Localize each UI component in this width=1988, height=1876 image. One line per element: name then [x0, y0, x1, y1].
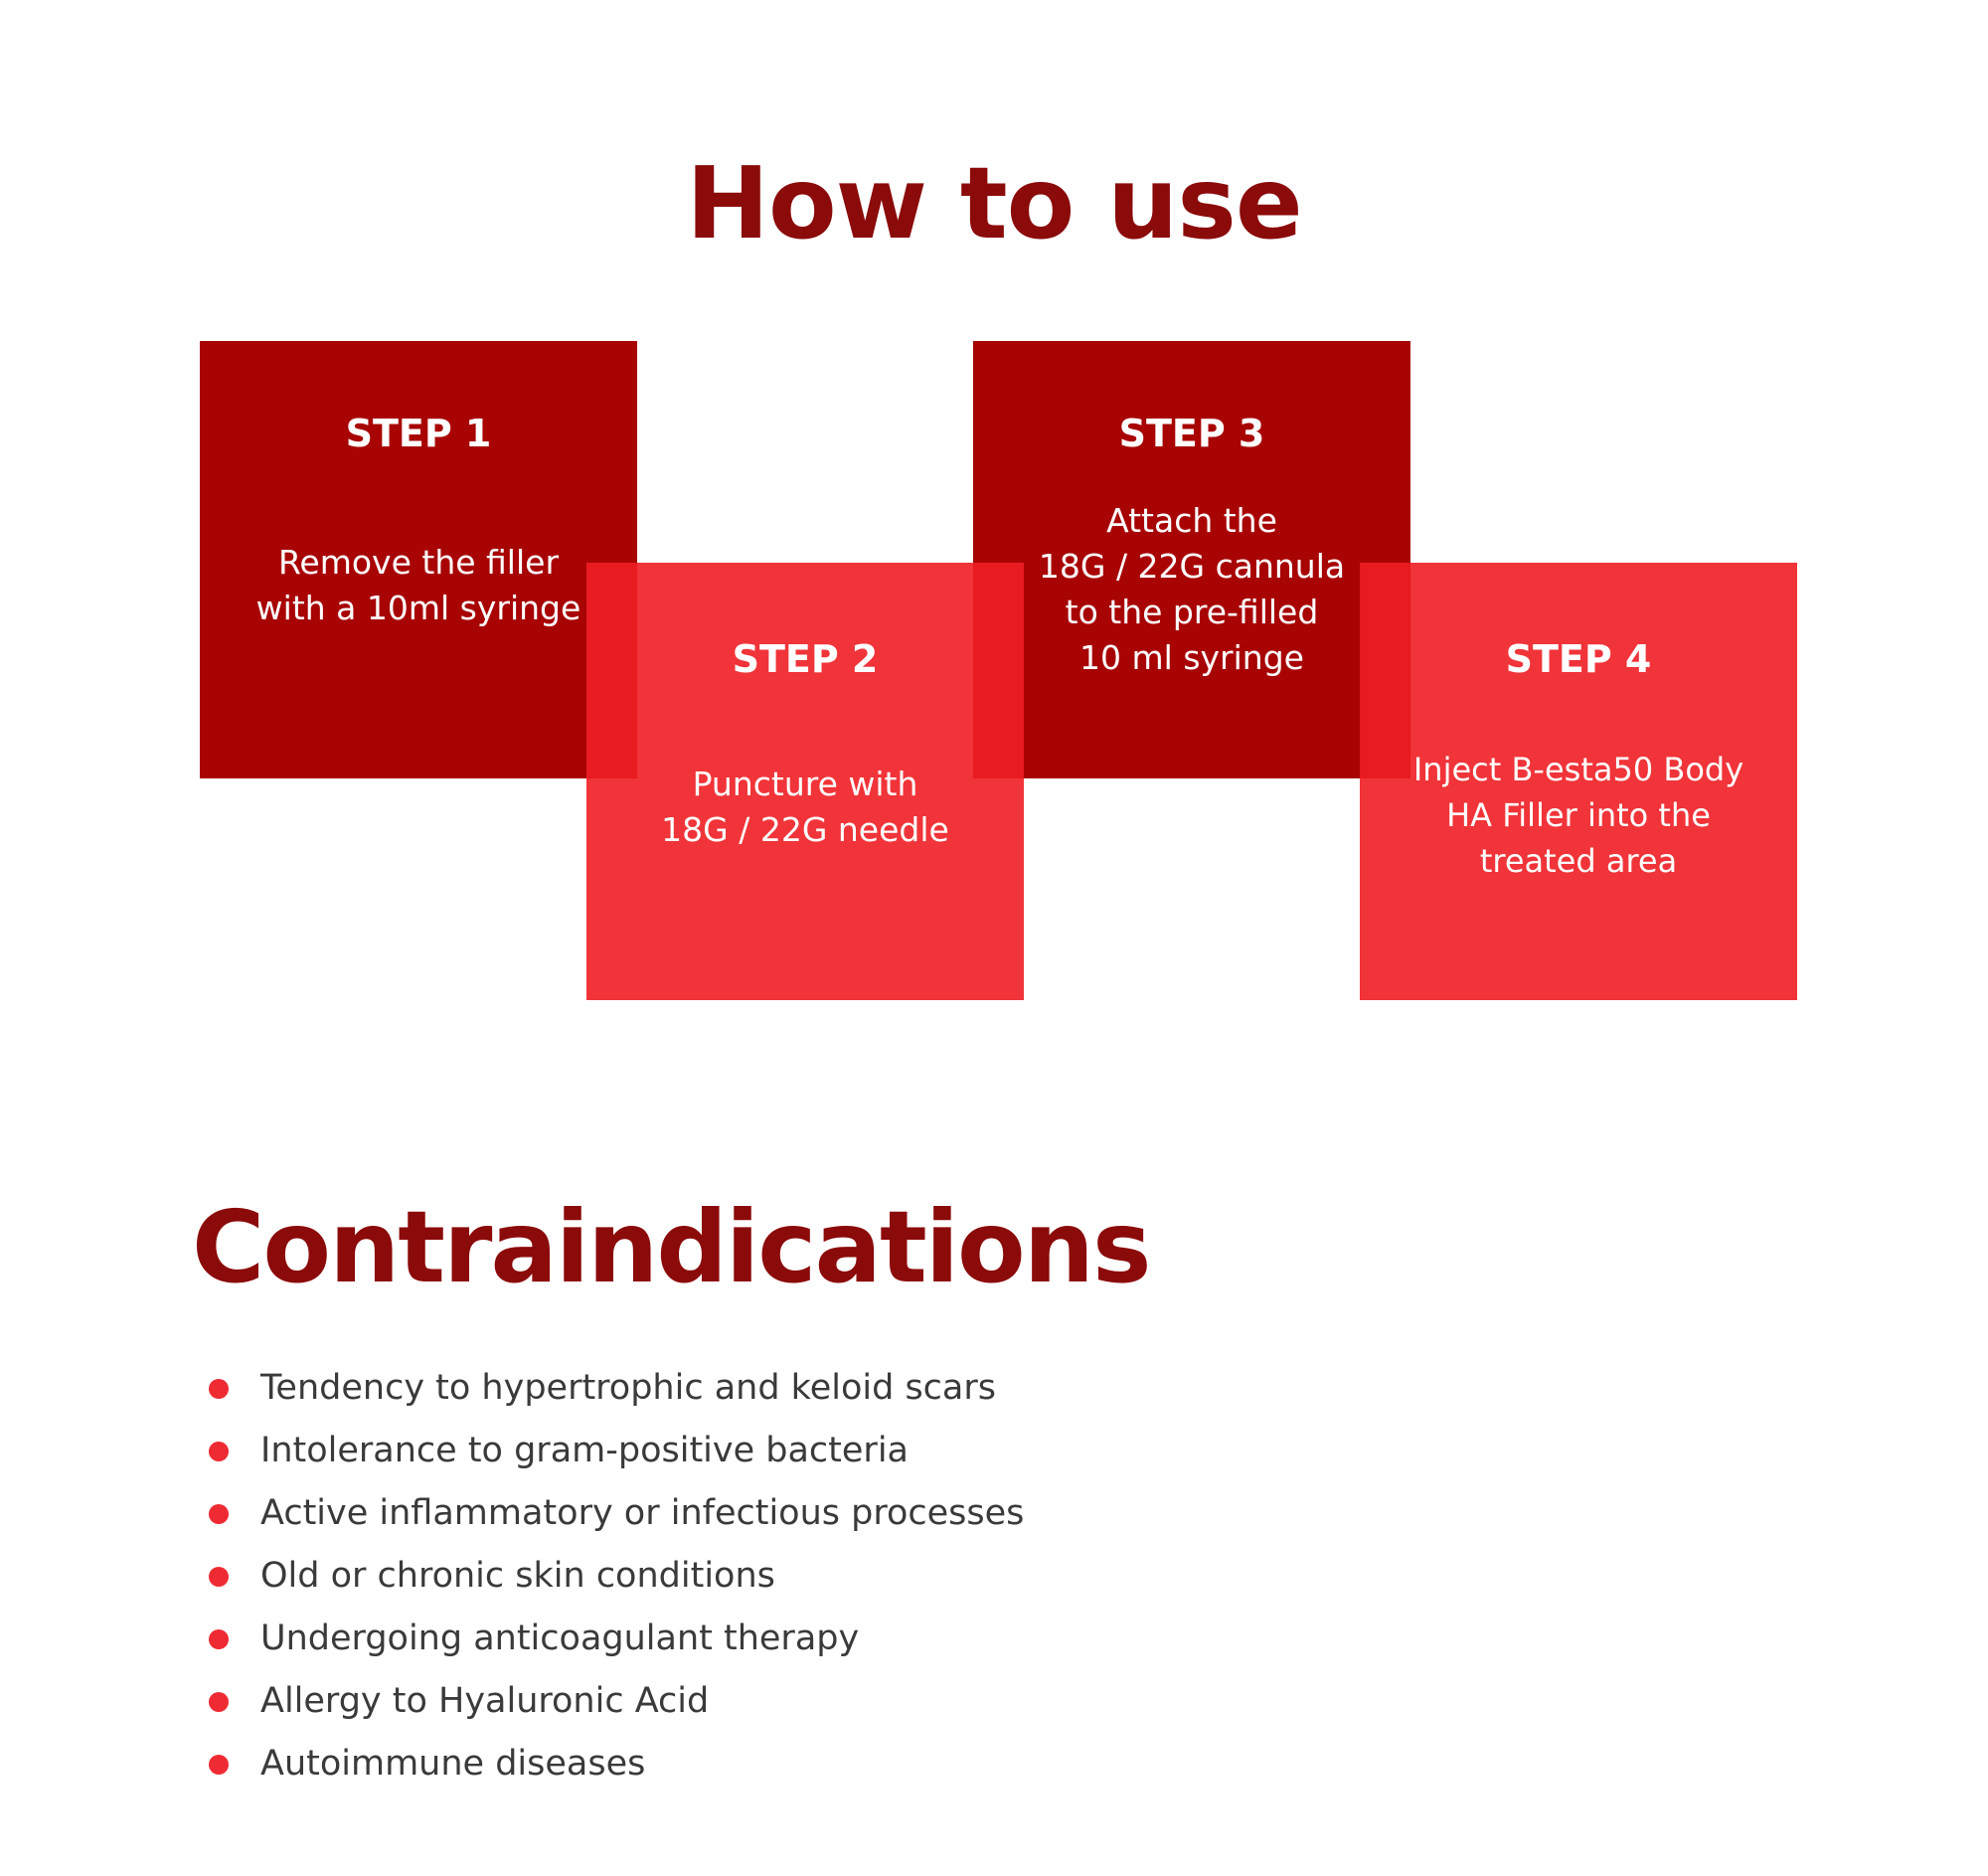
list-item: [204, 1733, 1024, 1795]
step-description: Attach the 18G / 22G cannula to the pre-filled 10 ml syringe: [1038, 501, 1346, 677]
step-description: Remove the filler with a 10ml syringe: [255, 543, 581, 627]
how-to-use-title: How to use: [686, 145, 1302, 261]
step-card-1: [200, 341, 637, 778]
bullet-dot-icon: [209, 1755, 229, 1775]
contraindications-list: [204, 1357, 1024, 1795]
list-item-text: Autoimmune diseases: [260, 1744, 646, 1784]
step-label: STEP 2: [732, 637, 879, 681]
step-label: STEP 4: [1505, 637, 1652, 681]
list-item-text: Active inflammatory or infectious processes: [260, 1493, 1025, 1533]
list-item-text: Allergy to Hyaluronic Acid: [260, 1681, 710, 1721]
list-item: [204, 1357, 1024, 1420]
list-item: [204, 1608, 1024, 1670]
step-description: Puncture with 18G / 22G needle: [661, 765, 949, 849]
bullet-dot-icon: [209, 1692, 229, 1712]
bullet-dot-icon: [209, 1442, 229, 1461]
step-card-2: [586, 563, 1024, 1000]
list-item: [204, 1545, 1024, 1608]
list-item: [204, 1670, 1024, 1733]
step-card-4: [1360, 563, 1797, 1000]
step-description: Inject B-esta50 Body HA Filler into the treated area: [1412, 751, 1744, 880]
bullet-dot-icon: [209, 1379, 229, 1399]
bullet-dot-icon: [209, 1567, 229, 1587]
bullet-dot-icon: [209, 1629, 229, 1649]
list-item-text: Tendency to hypertrophic and keloid scars: [260, 1368, 996, 1408]
step-label: STEP 1: [345, 412, 492, 455]
list-item-text: Intolerance to gram-positive bacteria: [260, 1431, 909, 1470]
bullet-dot-icon: [209, 1504, 229, 1524]
list-item-text: Old or chronic skin conditions: [260, 1556, 775, 1596]
list-item: [204, 1482, 1024, 1545]
list-item: [204, 1420, 1024, 1482]
step-label: STEP 3: [1118, 412, 1265, 455]
step-card-3: [973, 341, 1410, 778]
contraindications-title: Contraindications: [192, 1189, 1150, 1305]
list-item-text: Undergoing anticoagulant therapy: [260, 1619, 860, 1658]
